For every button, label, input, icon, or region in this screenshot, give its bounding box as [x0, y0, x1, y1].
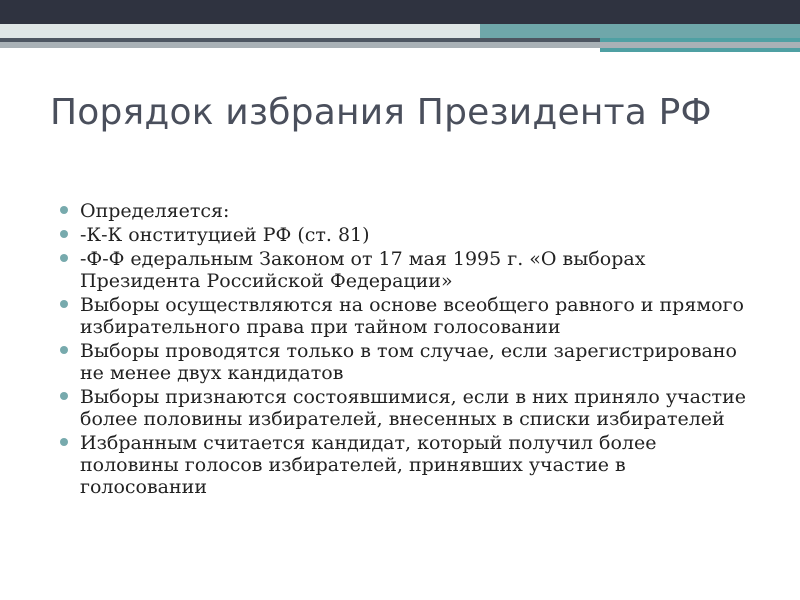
bullet-dot-icon: [60, 346, 68, 354]
bullet-list: [56, 200, 756, 500]
bullet-dot-icon: [60, 438, 68, 446]
header-light-band: [0, 24, 800, 38]
bullet-text: Выборы признаются состоявшимися, если в них приняло участие более половины избирателей, внесенных в списки избирателей: [80, 386, 746, 430]
header-dark-band: [0, 0, 800, 24]
bullet-text: Выборы проводятся только в том случае, если зарегистрировано не менее двух кандидатов: [80, 340, 737, 384]
header-gray-band: [0, 42, 800, 48]
bullet-dot-icon: [60, 206, 68, 214]
bullet-dot-icon: [60, 392, 68, 400]
bullet-dot-icon: [60, 230, 68, 238]
bullet-text: Определяется:: [80, 200, 230, 222]
slide-title: Порядок избрания Президента РФ: [50, 92, 712, 133]
bullet-item: [56, 294, 756, 338]
bullet-text: -Ф-Ф едеральным Законом от 17 мая 1995 г. «О выборах Президента Российской Федерации»: [80, 248, 646, 292]
bullet-item: [56, 200, 756, 222]
bullet-item: [56, 248, 756, 292]
bullet-text: Избранным считается кандидат, который получил более половины голосов избирателей, принявших участие в голосовании: [80, 432, 657, 498]
bullet-text: -К-К онституцией РФ (ст. 81): [80, 224, 370, 246]
bullet-item: [56, 432, 756, 498]
bullet-item: [56, 224, 756, 246]
bullet-item: [56, 340, 756, 384]
bullet-item: [56, 386, 756, 430]
bullet-dot-icon: [60, 300, 68, 308]
bullet-text: Выборы осуществляются на основе всеобщего равного и прямого избирательного права при тайном голосовании: [80, 294, 744, 338]
bullet-dot-icon: [60, 254, 68, 262]
